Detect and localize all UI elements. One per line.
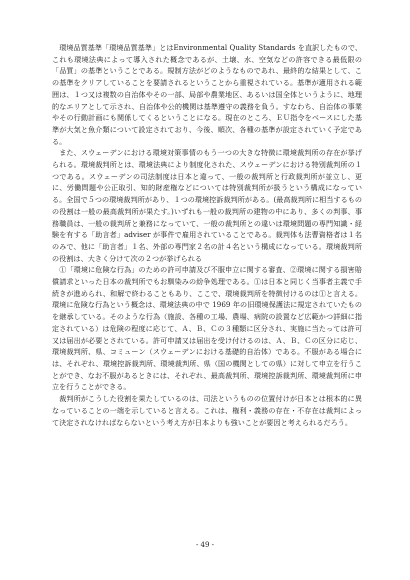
page-number: - 49 - <box>195 541 215 549</box>
document-body <box>52 42 362 428</box>
paragraph-environmental-court-overview: また、スウェーデンにおける環境対策事情のもう一つの大きな特徴に環境裁判所の存在が挙げられる。環境裁判所とは、環境法典により制度化された、スウェーデンにおける特別裁判所の１つである。スウェーデンの司法制度は日本と違って、一般の裁判所と行政裁判所が並立し、更に、労働問題や公正取引、知的財産権などについては特別裁判所が扱うという構成になっている。全国で５つの環境裁判所があり、１つの環境控訴裁判所がある。(最高裁判所に相当するものの役割は一般の最高裁判所が果たす。)いずれも一般の裁判所の建物の中にあり、多くの判事、事務職員は、一般の裁判所と兼務になっていて、一般の裁判所との違いは環境問題の専門知識・経験を有する「助言者」adviser が事件で雇用されていることである。裁判体も法曹資格者は１名のみで、他に「助言者」１名、外部の専門家２名の計４名という構成になっている。環境裁判所の役割は、大きく分けて次の２つが挙げられる <box>52 148 362 263</box>
paragraph-environmental-quality-standards: 環境品質基準「環境品質基準」とはEnvironmental Quality Standards を直訳したもので、これも環境法典によって導入された概念であるが、土壌、水、空気などの許容できる最低限の「品質」の基準ということである。規制方法がどのようなものであれ、最終的な結果として、この基準をクリアしていることを要請されるということから重視されている。基準が適用される範囲は、１つ又は複数の自治体やその一部、局部や農業地区、あるいは国全体というように、地理的なエリアとして示され、自治体や公的機関は基準遵守の義務を負う。すなわち、自治体の事業やその行動計画にも関係してくるということになる。現在のところ、ＥＵ指令をベースにした基準が大気と魚介類について設定されており、今後、順次、各種の基準が設定されていく予定である。 <box>52 43 362 146</box>
paragraph-environmental-court-roles: ①「環境に危険な行為」のための許可申請及び不服申立に関する審査、②環境に関する損害賠償請求といった日本の裁判所でもお馴染みの紛争処理である。①は日本と同じく当事者主義で手続きが進められ、和解で終わることもあり、ここで、環境裁判所を特徴付けるのは①と言える。環境に危険な行為という概念は、環境法典の中で 1969 年の旧環境保護法に規定されていたものを継承している。そのような行為（施設、各種の工場、農場、病院の設置など広範かつ詳細に指定されている）は危険の程度に応じて、Ａ、Ｂ、Ｃの３種類に区分され、実施に当たっては許可又は届出が必要とされている。許可申請又は届出を受け付けるのは、Ａ、Ｂ、Ｃの区分に応じ、環境裁判所、県、コミューン（スウェーデンにおける基礎的自治体）である。不服がある場合には、それぞれ、環境控訴裁判所、環境裁判所、県（国の機関としての県）に対して申立を行うことができ、なお不服があるときには、それぞれ、最高裁判所、環境控訴裁判所、環境裁判所に申立を行うことができる。 <box>52 265 362 392</box>
paragraph-judicial-role-conclusion: 裁判所がこうした役割を果たしているのは、司法というものの位置付けが日本とは根本的に異なっていることの一端を示していると言える。これは、権利・義務の存在・不存在は裁判によって決定されなければならないという考え方が日本よりも強いことが要因と考えられるだろう。 <box>52 394 362 427</box>
